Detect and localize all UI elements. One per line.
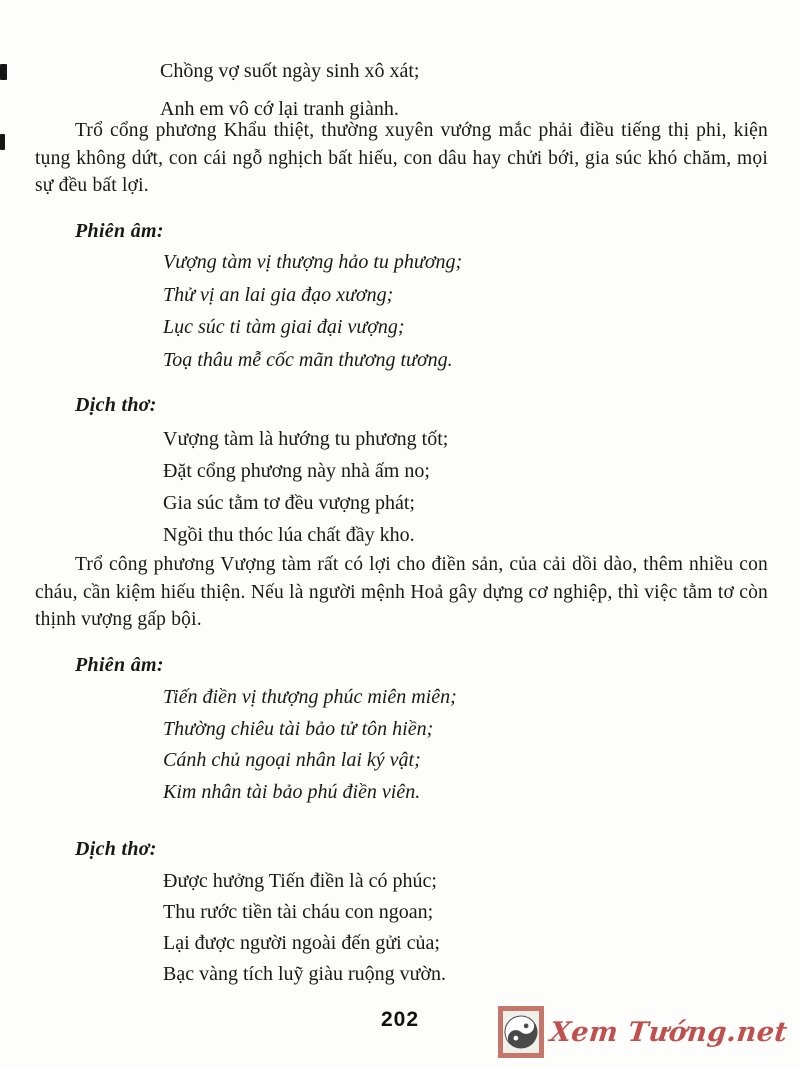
poem-line: Thường chiêu tài bảo tử tôn hiền; <box>163 717 434 740</box>
poem-line: Gia súc tằm tơ đều vượng phát; <box>163 492 415 514</box>
poem-line: Được hưởng Tiến điền là có phúc; <box>163 870 437 892</box>
yin-yang-icon <box>498 1006 544 1058</box>
scan-artifact <box>0 64 7 80</box>
poem-line: Lại được người ngoài đến gửi của; <box>163 932 440 954</box>
watermark-text: Xem Tướng.net <box>548 1016 790 1048</box>
poem-dich-tho-2 <box>163 870 446 994</box>
section-heading-dich-tho-1: Dịch thơ: <box>75 394 157 416</box>
poem-line: Tiến điền vị thượng phúc miên miên; <box>163 686 457 708</box>
poem-phien-am-2 <box>163 686 457 812</box>
poem-line: Thử vị an lai gia đạo xương; <box>163 283 394 306</box>
poem-line: Vượng tàm vị thượng hảo tu phương; <box>163 251 463 273</box>
poem-dich-tho-1 <box>163 428 448 556</box>
verse-line: Anh em vô cớ lại tranh giành. <box>160 98 399 120</box>
poem-line: Kim nhân tài bảo phú điền viên. <box>163 780 421 803</box>
section-heading-phien-am-2: Phiên âm: <box>75 654 164 676</box>
scan-artifact <box>0 134 5 150</box>
section-heading-phien-am-1: Phiên âm: <box>75 220 164 242</box>
poem-line: Bạc vàng tích luỹ giàu ruộng vườn. <box>163 963 447 985</box>
poem-line: Lục súc ti tàm giai đại vượng; <box>163 316 405 338</box>
page-number: 202 <box>380 1008 420 1031</box>
poem-phien-am-1 <box>163 251 462 381</box>
watermark <box>498 1006 788 1058</box>
poem-line: Toạ thâu mễ cốc mãn thương tương. <box>163 348 453 371</box>
paragraph-khau-thiet: Trổ cổng phương Khẩu thiệt, thường xuyên vướng mắc phải điều tiếng thị phi, kiện tụng không dứt, con cái ngỗ nghịch bất hiếu, con dâu hay chửi bới, gia súc khó chăm, mọi sự đều bất lợi. <box>35 120 768 196</box>
poem-line: Vượng tàm là hướng tu phương tốt; <box>163 428 449 450</box>
section-heading-dich-tho-2: Dịch thơ: <box>75 838 157 860</box>
verse-line: Chồng vợ suốt ngày sinh xô xát; <box>160 60 420 82</box>
poem-line: Cánh chủ ngoại nhân lai ký vật; <box>163 749 421 771</box>
poem-line: Ngồi thu thóc lúa chất đầy kho. <box>163 524 415 546</box>
paragraph-vuong-tam: Trổ công phương Vượng tàm rất có lợi cho điền sản, của cải dồi dào, thêm nhiều con cháu, cần kiệm hiếu thiện. Nếu là người mệnh Hoả gây dựng cơ nghiệp, thì việc tằm tơ còn thịnh vượng gấp bội. <box>35 554 768 630</box>
poem-line: Đặt cổng phương này nhà ấm no; <box>163 460 430 482</box>
poem-line: Thu rước tiền tài cháu con ngoan; <box>163 901 434 923</box>
